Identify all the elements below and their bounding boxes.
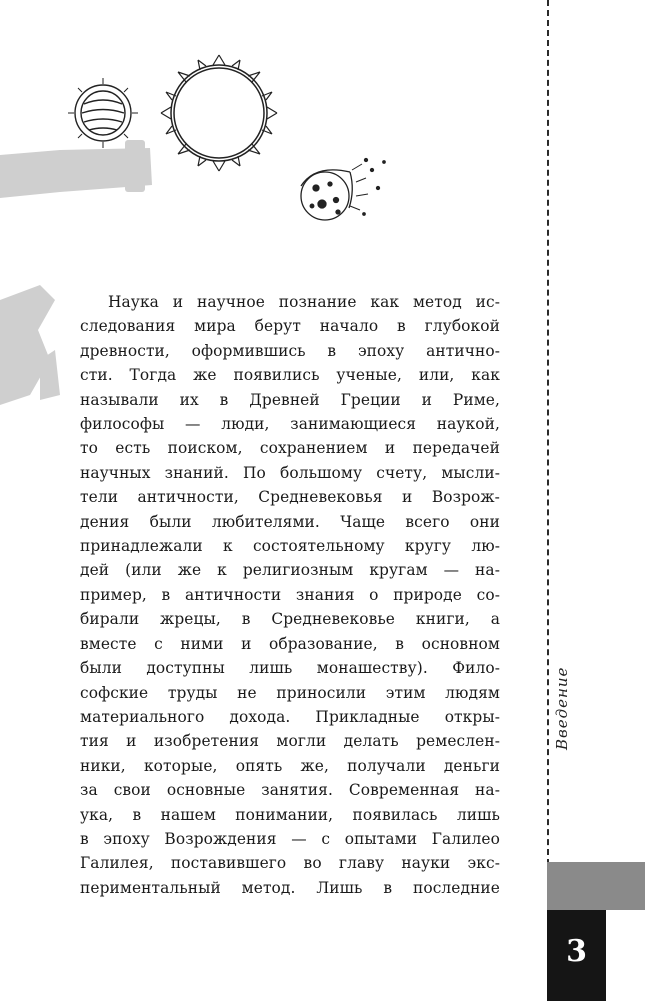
- text-line: принадлежали к состоятельному кругу лю-: [80, 537, 500, 556]
- text-line: бирали жрецы, в Средневековье книги, а: [80, 610, 500, 629]
- text-line: философы — люди, занимающиеся наукой,: [80, 415, 500, 434]
- text-line: были доступны лишь монашеству). Фило-: [80, 659, 500, 678]
- sun-icon: [161, 55, 277, 171]
- text-line: пример, в античности знания о природе со-: [80, 585, 500, 604]
- text-line: за свои основные занятия. Современная на-: [80, 781, 500, 800]
- section-label: Введение: [553, 666, 571, 750]
- text-line: сти. Тогда же появились ученые, или, как: [80, 366, 500, 385]
- text-line: следования мира берут начало в глубокой: [80, 317, 500, 336]
- margin-dashed-rule: [547, 0, 549, 905]
- text-line: дей (или же к религиозным кругам — на-: [80, 561, 500, 580]
- page-number: 3: [566, 934, 587, 969]
- text-line: тели античности, Средневековья и Возрож-: [80, 488, 500, 507]
- text-line: древности, оформившись в эпоху антично-: [80, 341, 500, 360]
- comet-icon: [301, 159, 385, 221]
- chapter-tab: [547, 862, 645, 910]
- text-line: софские труды не приносили этим людям: [80, 683, 500, 702]
- text-line: тия и изобретения могли делать ремеслен-: [80, 732, 500, 751]
- text-line: называли их в Древней Греции и Риме,: [80, 390, 500, 409]
- text-line: в эпоху Возрождения — с опытами Галилео: [80, 829, 500, 848]
- text-line: вместе с ними и образование, в основном: [80, 634, 500, 653]
- text-line: ники, которые, опять же, получали деньги: [80, 756, 500, 775]
- text-line: материального дохода. Прикладные откры-: [80, 707, 500, 726]
- body-text: [80, 290, 500, 900]
- text-line: дения были любителями. Чаще всего они: [80, 512, 500, 531]
- text-line: Галилея, поставившего во главу науки экс-: [80, 854, 500, 873]
- text-line: периментальный метод. Лишь в последние: [80, 878, 500, 897]
- text-line: то есть поиском, сохранением и передачей: [80, 439, 500, 458]
- page-number-box: [547, 910, 606, 1001]
- text-line: научных знаний. По большому счету, мысли-: [80, 463, 500, 482]
- text-line: ука, в нашем понимании, появилась лишь: [80, 805, 500, 824]
- text-line: Наука и научное познание как метод ис-: [108, 293, 500, 311]
- planet-icon: [68, 78, 138, 148]
